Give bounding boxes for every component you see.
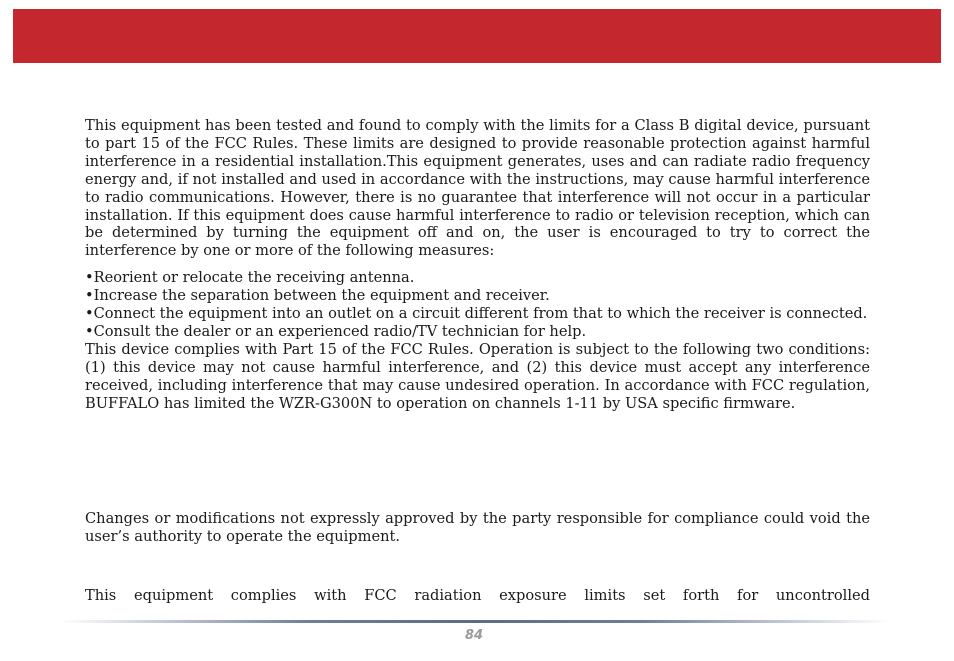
page-number: 84 (464, 628, 484, 643)
header-bar (13, 9, 941, 63)
list-item: •Connect the equipment into an outlet on a circuit different from that to which the receiver is connected. (85, 305, 868, 323)
radiation-exposure-paragraph: This equipment complies with FCC radiation exposure limits set forth for uncontrolled (85, 587, 870, 604)
main-content (85, 117, 870, 413)
interference-measures-list (85, 269, 870, 341)
modifications-warning-paragraph: Changes or modifications not expressly approved by the party responsible for compliance could void the user’s authority to operate the equipment. (85, 510, 870, 545)
list-item: •Consult the dealer or an experienced radio/TV technician for help. (85, 322, 587, 340)
fcc-class-b-paragraph: This equipment has been tested and found to comply with the limits for a Class B digital device, pursuant to part 15 of the FCC Rules. These limits are designed to provide reasonable protection against harmful interference in a residential installation.This equipment generates, uses and can radiate radio frequency energy and, if not installed and used in accordance with the instructions, may cause harmful interference to radio communications. However, there is no guarantee that interference will not occur in a particular installation. If this equipment does cause harmful interference to radio or television reception, which can be determined by turning the equipment off and on, the user is encouraged to try to correct the interference by one or more of the following measures: (85, 117, 870, 260)
list-item: •Increase the separation between the equipment and receiver. (85, 287, 550, 305)
list-item: •Reorient or relocate the receiving antenna. (85, 269, 415, 287)
footer-divider (60, 620, 890, 623)
fcc-part15-paragraph: This device complies with Part 15 of the FCC Rules. Operation is subject to the following two conditions: (1) this device may not cause harmful interference, and (2) this device must accept any interference received, including interference that may cause undesired operation. In accordance with FCC regulation, BUFFALO has limited the WZR-G300N to operation on channels 1-11 by USA specific firmware. (85, 340, 870, 412)
